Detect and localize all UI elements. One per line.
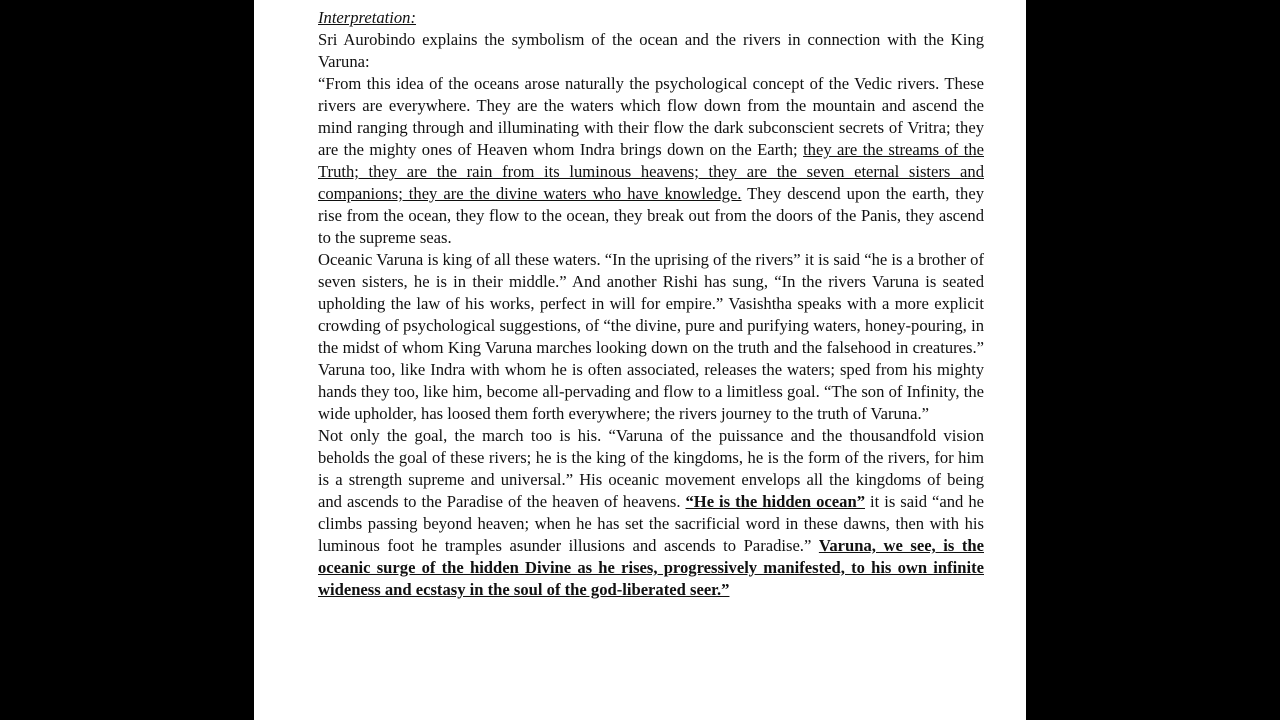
document-page — [254, 0, 1026, 720]
bold-underlined-conclusion: Varuna, we see, is the oceanic surge of the hidden Divine as he rises, progressively manifested, to his own infinite wideness and ecstasy in the soul of the god-liberated seer.” — [318, 536, 984, 599]
paragraph-oceanic-varuna: Oceanic Varuna is king of all these waters. “In the uprising of the rivers” it is said “he is a brother of seven sisters, he is in their middle.” And another Rishi has sung, “In the rivers Varuna is seated upholding the law of his works, perfect in will for empire.” Vasishtha speaks with a more explicit crowding of psychological suggestions, of “the divine, pure and purifying waters, honey-pouring, in the midst of whom King Varuna marches looking down on the truth and the falsehood in creatures.” Varuna too, like Indra with whom he is often associated, releases the waters; sped from his mighty hands they too, like him, become all-pervading and flow to a limitless goal. “The son of Infinity, the wide upholder, has loosed them forth everywhere; the rivers journey to the truth of Varuna.” — [318, 250, 985, 423]
intro-paragraph: Sri Aurobindo explains the symbolism of the ocean and the rivers in connection with the King Varuna: — [318, 30, 984, 71]
bold-underlined-quote: “He is the hidden ocean” — [685, 492, 865, 511]
quote-paragraph-rivers — [318, 73, 984, 249]
document-text — [318, 7, 984, 601]
underlined-passage: they are the streams of the Truth; they are the rain from its luminous heavens; they are the seven eternal sisters and companions; they are the divine waters who have knowledge. — [318, 140, 984, 203]
paragraph-text: Not only the goal, the march too is his. “Varuna of the puissance and the thousandfold vision beholds the goal of these rivers; he is the king of the kingdoms, he is the form of the rivers, for him is a strength supreme and universal.” His oceanic movement envelops all the kingdoms of being and ascends to the Paradise of the heaven of heavens. — [318, 426, 984, 511]
section-heading: Interpretation: — [318, 8, 417, 27]
paragraph-text: “From this idea of the oceans arose naturally the psychological concept of the Vedic rivers. These rivers are everywhere. They are the waters which flow down from the mountain and ascend the mind ranging through and illuminating with their flow the dark subconscient secrets of Vritra; they are the mighty ones of Heaven whom Indra brings down on the Earth; — [318, 74, 984, 159]
paragraph-goal-march — [318, 425, 984, 601]
paragraph-text: it is said “and he climbs passing beyond heaven; when he has set the sacrificial word in these dawns, then with his luminous foot he tramples asunder illusions and ascends to Paradise.” — [318, 492, 985, 555]
paragraph-text: They descend upon the earth, they rise from the ocean, they flow to the ocean, they break out from the doors of the Panis, they ascend to the supreme seas. — [318, 184, 984, 247]
